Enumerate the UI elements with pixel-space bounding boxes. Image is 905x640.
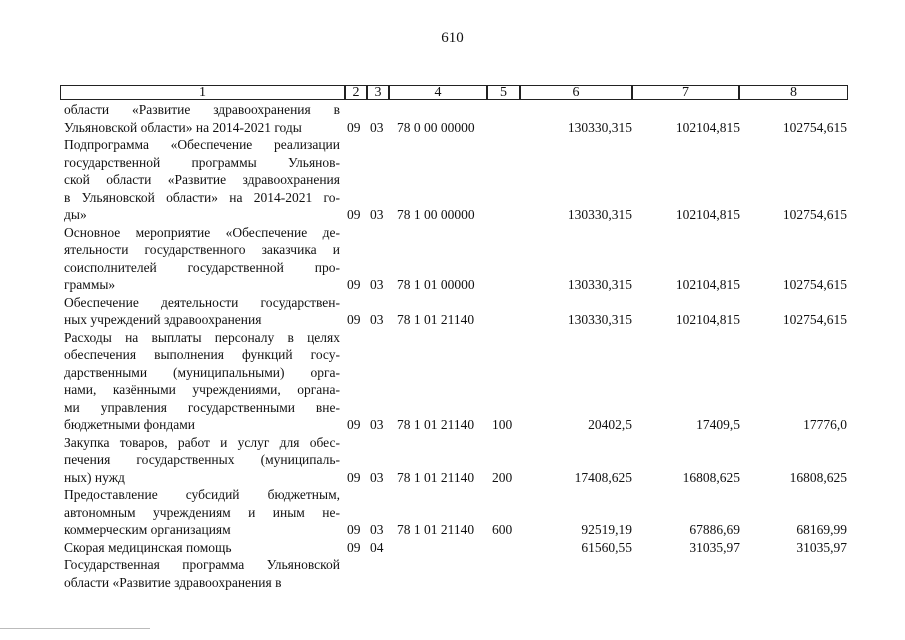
description-line: Государственная программа Ульяновской: [64, 557, 340, 572]
description-line: автономным учреждениям и иным не-: [64, 504, 340, 520]
subsection-code: 03: [370, 119, 384, 135]
amount-2019: 61560,55: [581, 539, 632, 555]
amount-2020: 102104,815: [675, 207, 740, 222]
description-line: в Ульяновской области» на 2014-2021 го-: [64, 189, 340, 205]
description-line: ды»: [64, 207, 87, 222]
amount-2020: 102104,815: [675, 312, 740, 327]
row-description: [64, 294, 340, 329]
section-code: 09: [347, 417, 361, 432]
header-col-1: 1: [60, 85, 345, 100]
description-line: ской области «Развитие здравоохранения: [64, 172, 340, 187]
section-code: 09: [347, 469, 361, 485]
amount-2020: 102104,815: [675, 119, 740, 135]
row-description: [64, 539, 340, 557]
header-col-5: 5: [487, 85, 520, 100]
section-code: 09: [347, 522, 361, 537]
expense-type-code: 100: [492, 417, 513, 432]
subsection-code: 04: [370, 539, 384, 555]
amount-2019: 92519,19: [581, 522, 632, 537]
row-description: [64, 556, 340, 591]
header-col-6: 6: [520, 85, 632, 100]
description-line: ми управления государственными вне-: [64, 399, 340, 415]
header-col-8: 8: [739, 85, 848, 100]
section-code: 09: [347, 539, 361, 555]
amount-2020: 16808,625: [682, 469, 740, 485]
section-code: 09: [347, 312, 361, 327]
amount-2020: 67886,69: [689, 522, 740, 537]
description-line: ных) нужд: [64, 469, 125, 485]
expense-type-code: 600: [492, 522, 513, 537]
section-code: 09: [347, 207, 361, 222]
header-col-4: 4: [389, 85, 487, 100]
description-line: Обеспечение деятельности государствен-: [64, 294, 340, 310]
amount-2021: 16808,625: [789, 469, 847, 485]
target-article-code: 78 1 00 00000: [397, 207, 475, 222]
section-code: 09: [347, 119, 361, 135]
amount-2019: 17408,625: [574, 469, 632, 485]
header-col-7: 7: [632, 85, 739, 100]
description-line: бюджетными фондами: [64, 417, 195, 432]
amount-2020: 102104,815: [675, 277, 740, 292]
subsection-code: 03: [370, 469, 384, 485]
target-article-code: 78 1 01 21140: [397, 417, 475, 432]
description-line: Предоставление субсидий бюджетным,: [64, 487, 340, 502]
amount-2021: 31035,97: [796, 539, 847, 555]
description-line: соисполнителей государственной про-: [64, 259, 340, 275]
description-line: Закупка товаров, работ и услуг для обес-: [64, 434, 340, 450]
target-article-code: 78 1 01 21140: [397, 312, 475, 327]
row-description: [64, 136, 340, 224]
row-description: [64, 486, 340, 539]
footer-divider: [0, 628, 150, 629]
amount-2021: 102754,615: [782, 277, 847, 292]
amount-2020: 17409,5: [696, 417, 740, 432]
amount-2021: 102754,615: [782, 207, 847, 222]
description-line: Скорая медицинская помощь: [64, 539, 232, 555]
description-line: граммы»: [64, 277, 116, 292]
description-line: области «Развитие здравоохранения в: [64, 574, 282, 590]
amount-2019: 130330,315: [567, 207, 632, 222]
section-code: 09: [347, 277, 361, 292]
subsection-code: 03: [370, 207, 384, 222]
row-description: [64, 101, 340, 136]
subsection-code: 03: [370, 312, 384, 327]
amount-2021: 102754,615: [782, 312, 847, 327]
subsection-code: 03: [370, 277, 384, 292]
subsection-code: 03: [370, 417, 384, 432]
target-article-code: 78 1 01 21140: [397, 469, 475, 485]
description-line: дарственными (муниципальными) орга-: [64, 364, 340, 380]
target-article-code: 78 1 01 00000: [397, 277, 475, 292]
description-line: печения государственных (муниципаль-: [64, 452, 340, 467]
subsection-code: 03: [370, 522, 384, 537]
description-line: области «Развитие здравоохранения в: [64, 102, 340, 117]
amount-2019: 20402,5: [588, 417, 632, 432]
target-article-code: 78 1 01 21140: [397, 522, 475, 537]
expense-type-code: 200: [492, 469, 513, 485]
description-line: ных учреждений здравоохранения: [64, 312, 262, 327]
header-col-3: 3: [367, 85, 389, 100]
amount-2021: 17776,0: [803, 417, 847, 432]
description-line: ятельности государственного заказчика и: [64, 242, 340, 257]
amount-2019: 130330,315: [567, 119, 632, 135]
header-col-2: 2: [345, 85, 367, 100]
description-line: обеспечения выполнения функций госу-: [64, 347, 340, 362]
amount-2019: 130330,315: [567, 277, 632, 292]
description-line: Ульяновской области» на 2014-2021 годы: [64, 119, 302, 135]
amount-2021: 68169,99: [796, 522, 847, 537]
row-description: [64, 224, 340, 294]
description-line: государственной программы Ульянов-: [64, 154, 340, 170]
row-description: [64, 434, 340, 487]
description-line: коммерческим организациям: [64, 522, 231, 537]
row-description: [64, 329, 340, 434]
amount-2021: 102754,615: [782, 119, 847, 135]
amount-2019: 130330,315: [567, 312, 632, 327]
description-line: Основное мероприятие «Обеспечение де-: [64, 224, 340, 240]
description-line: нами, казёнными учреждениями, органа-: [64, 382, 340, 397]
description-line: Подпрограмма «Обеспечение реализации: [64, 137, 340, 152]
page-number: 610: [441, 30, 464, 46]
amount-2020: 31035,97: [689, 539, 740, 555]
description-line: Расходы на выплаты персоналу в целях: [64, 329, 340, 345]
target-article-code: 78 0 00 00000: [397, 119, 475, 135]
